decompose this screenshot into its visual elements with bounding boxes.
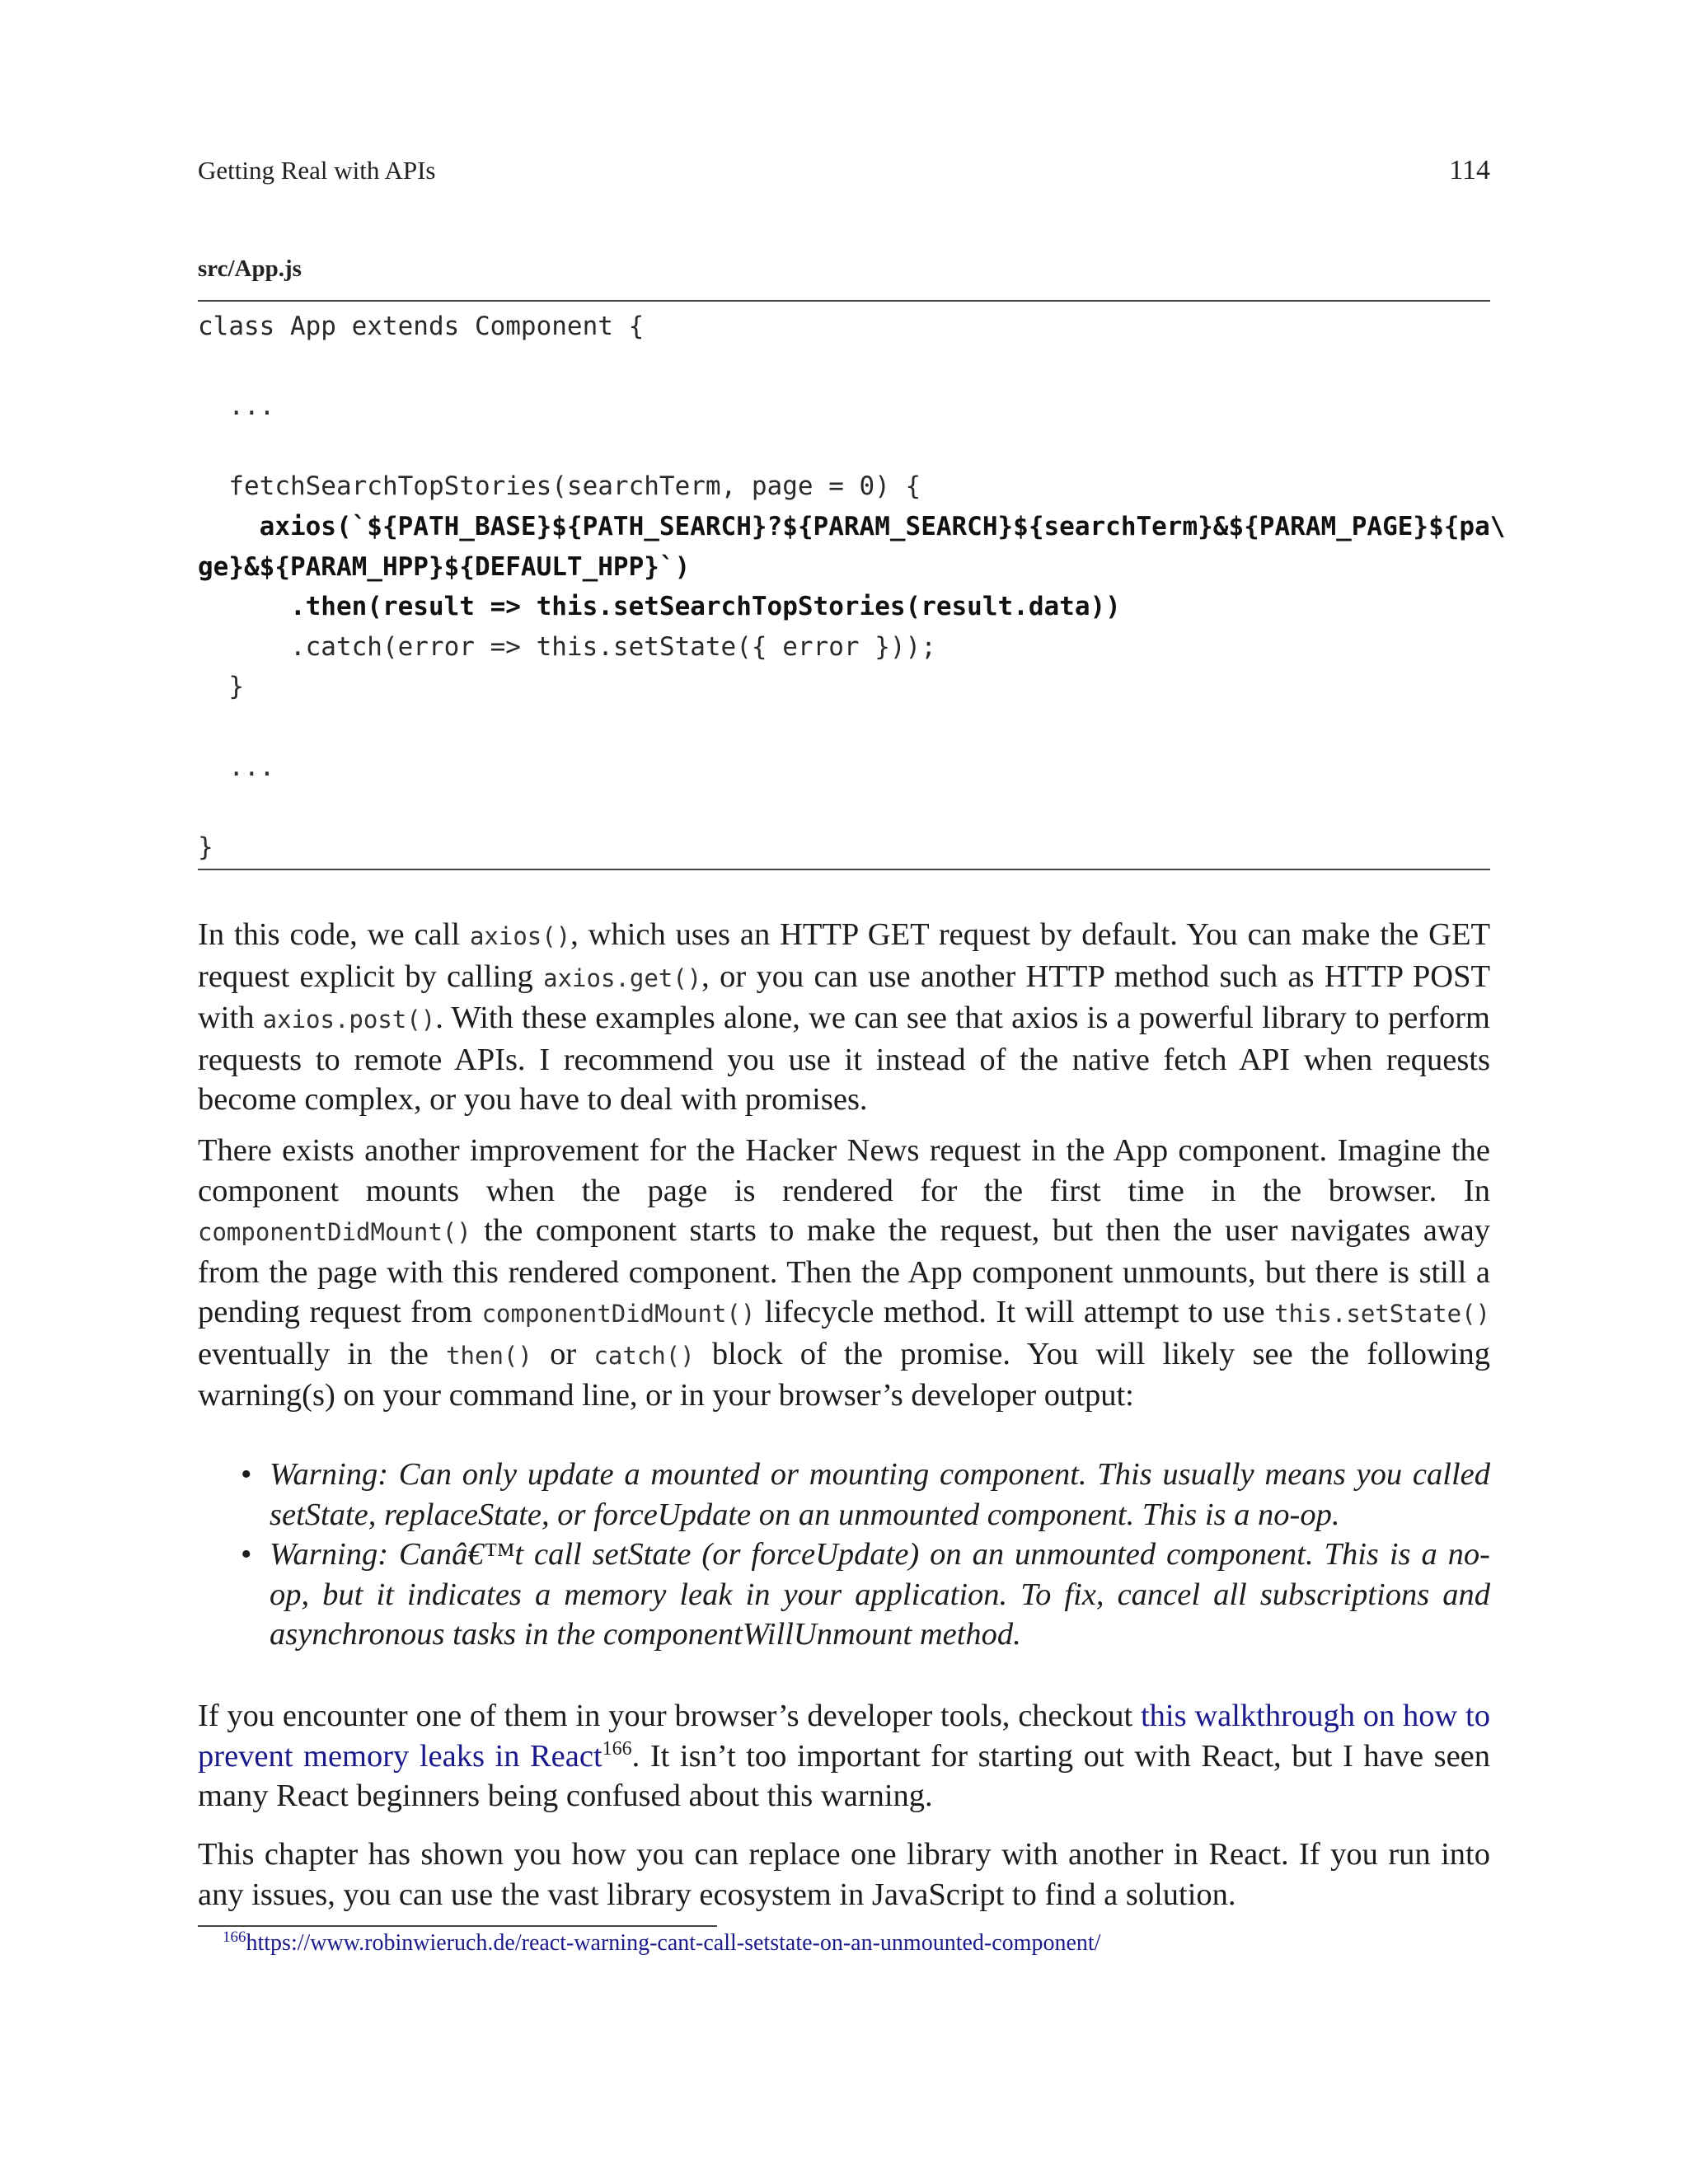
page-number: 114	[1449, 155, 1490, 185]
footnote-number: 166	[223, 1929, 246, 1946]
footnote-divider	[198, 1925, 717, 1927]
inline-code: catch()	[593, 1341, 695, 1370]
code-line: ge}&${PARAM_HPP}${DEFAULT_HPP}`)	[198, 551, 691, 582]
code-caption: src/App.js	[198, 255, 302, 282]
inline-code: this.setState()	[1274, 1300, 1490, 1328]
code-line: }	[198, 672, 244, 702]
footnote	[223, 1929, 1100, 1957]
footnote-ref[interactable]: 166	[602, 1737, 632, 1760]
running-header	[198, 155, 1490, 186]
footnote-url-link[interactable]: https://www.robinwieruch.de/react-warning-cant-call-setstate-on-an-unmounted-component/	[246, 1930, 1101, 1956]
code-line: .then(result => this.setSearchTopStories(result.data))	[198, 592, 1121, 622]
inline-code: axios()	[469, 922, 571, 950]
memory-leak-link[interactable]: this walkthrough on how to prevent memory leaks in React	[198, 1699, 1490, 1774]
paragraph-unmount: There exists another improvement for the Hacker News request in the App component. Imagine the component mounts when the page is rendered for the first time in the browser. In componentDidMount() the component starts to make the request, but then the user navigates away from the page with this rendered component. Then the App component unmounts, but there is still a pending request from componentDidMount() lifecycle method. It will attempt to use this.setState() eventually in the then() or catch() block of the promise. You will likely see the following warning(s) on your command line, or in your browser’s developer output:	[198, 1133, 1490, 1413]
warning-list	[198, 1455, 1490, 1655]
inline-code: then()	[446, 1341, 532, 1370]
inline-code: axios.post()	[262, 1005, 436, 1033]
paragraph-axios: In this code, we call axios(), which uses an HTTP GET request by default. You can make the GET request explicit by calling axios.get(), or you can use another HTTP method such as HTTP POST with axios.post(). With these examples alone, we can see that axios is a powerful library to perform requests to remote APIs. I recommend you use it instead of the native fetch API when requests become complex, or you have to deal with promises.	[198, 917, 1491, 1117]
code-line	[198, 707, 1490, 748]
bullet-icon: •	[241, 1457, 252, 1492]
code-line: .catch(error => this.setState({ error }));	[198, 631, 936, 662]
inline-code: axios.get()	[543, 963, 702, 992]
code-line: ...	[198, 391, 275, 422]
code-line	[198, 427, 1490, 467]
chapter-title: Getting Real with APIs	[198, 156, 436, 185]
paragraph-memory-leak: If you encounter one of them in your browser’s developer tools, checkout this walkthrough on how to prevent memory leaks in React$^{166}$. It isn’t too important for starting out with React, but I have seen many React beginners being confused about this warning.	[198, 1699, 1490, 1813]
code-line: class App extends Component {	[198, 312, 645, 341]
warning-item: • Warning: Can only update a mounted or mounting component. This usually means you called setState, replaceState, or forceUpdate on an unmounted component. This is a no-op.	[198, 1455, 1490, 1535]
warning-item: • Warning: Canâ€™t call setState (or forceUpdate) on an unmounted component. This is a no-op, but it indicates a memory leak in your application. To fix, cancel all subscriptions and asynchronous tasks in the componentWillUnmount method.	[198, 1535, 1490, 1655]
code-line	[198, 347, 1490, 387]
code-line	[198, 787, 1490, 827]
paragraph-summary: This chapter has shown you how you can replace one library with another in React. If you run into any issues, you can use the vast library ecosystem in JavaScript to find a solution.	[198, 1837, 1490, 1912]
inline-code: componentDidMount()	[481, 1300, 756, 1328]
inline-code: componentDidMount()	[198, 1218, 471, 1246]
code-line: axios(`${PATH_BASE}${PATH_SEARCH}?${PARAM_SEARCH}${searchTerm}&${PARAM_PAGE}${pa\	[198, 511, 1506, 541]
code-line: }	[198, 832, 213, 862]
code-line: ...	[198, 752, 275, 782]
bullet-icon: •	[241, 1537, 252, 1572]
code-line: fetchSearchTopStories(searchTerm, page = 0) {	[198, 471, 921, 502]
code-block	[198, 300, 1506, 870]
